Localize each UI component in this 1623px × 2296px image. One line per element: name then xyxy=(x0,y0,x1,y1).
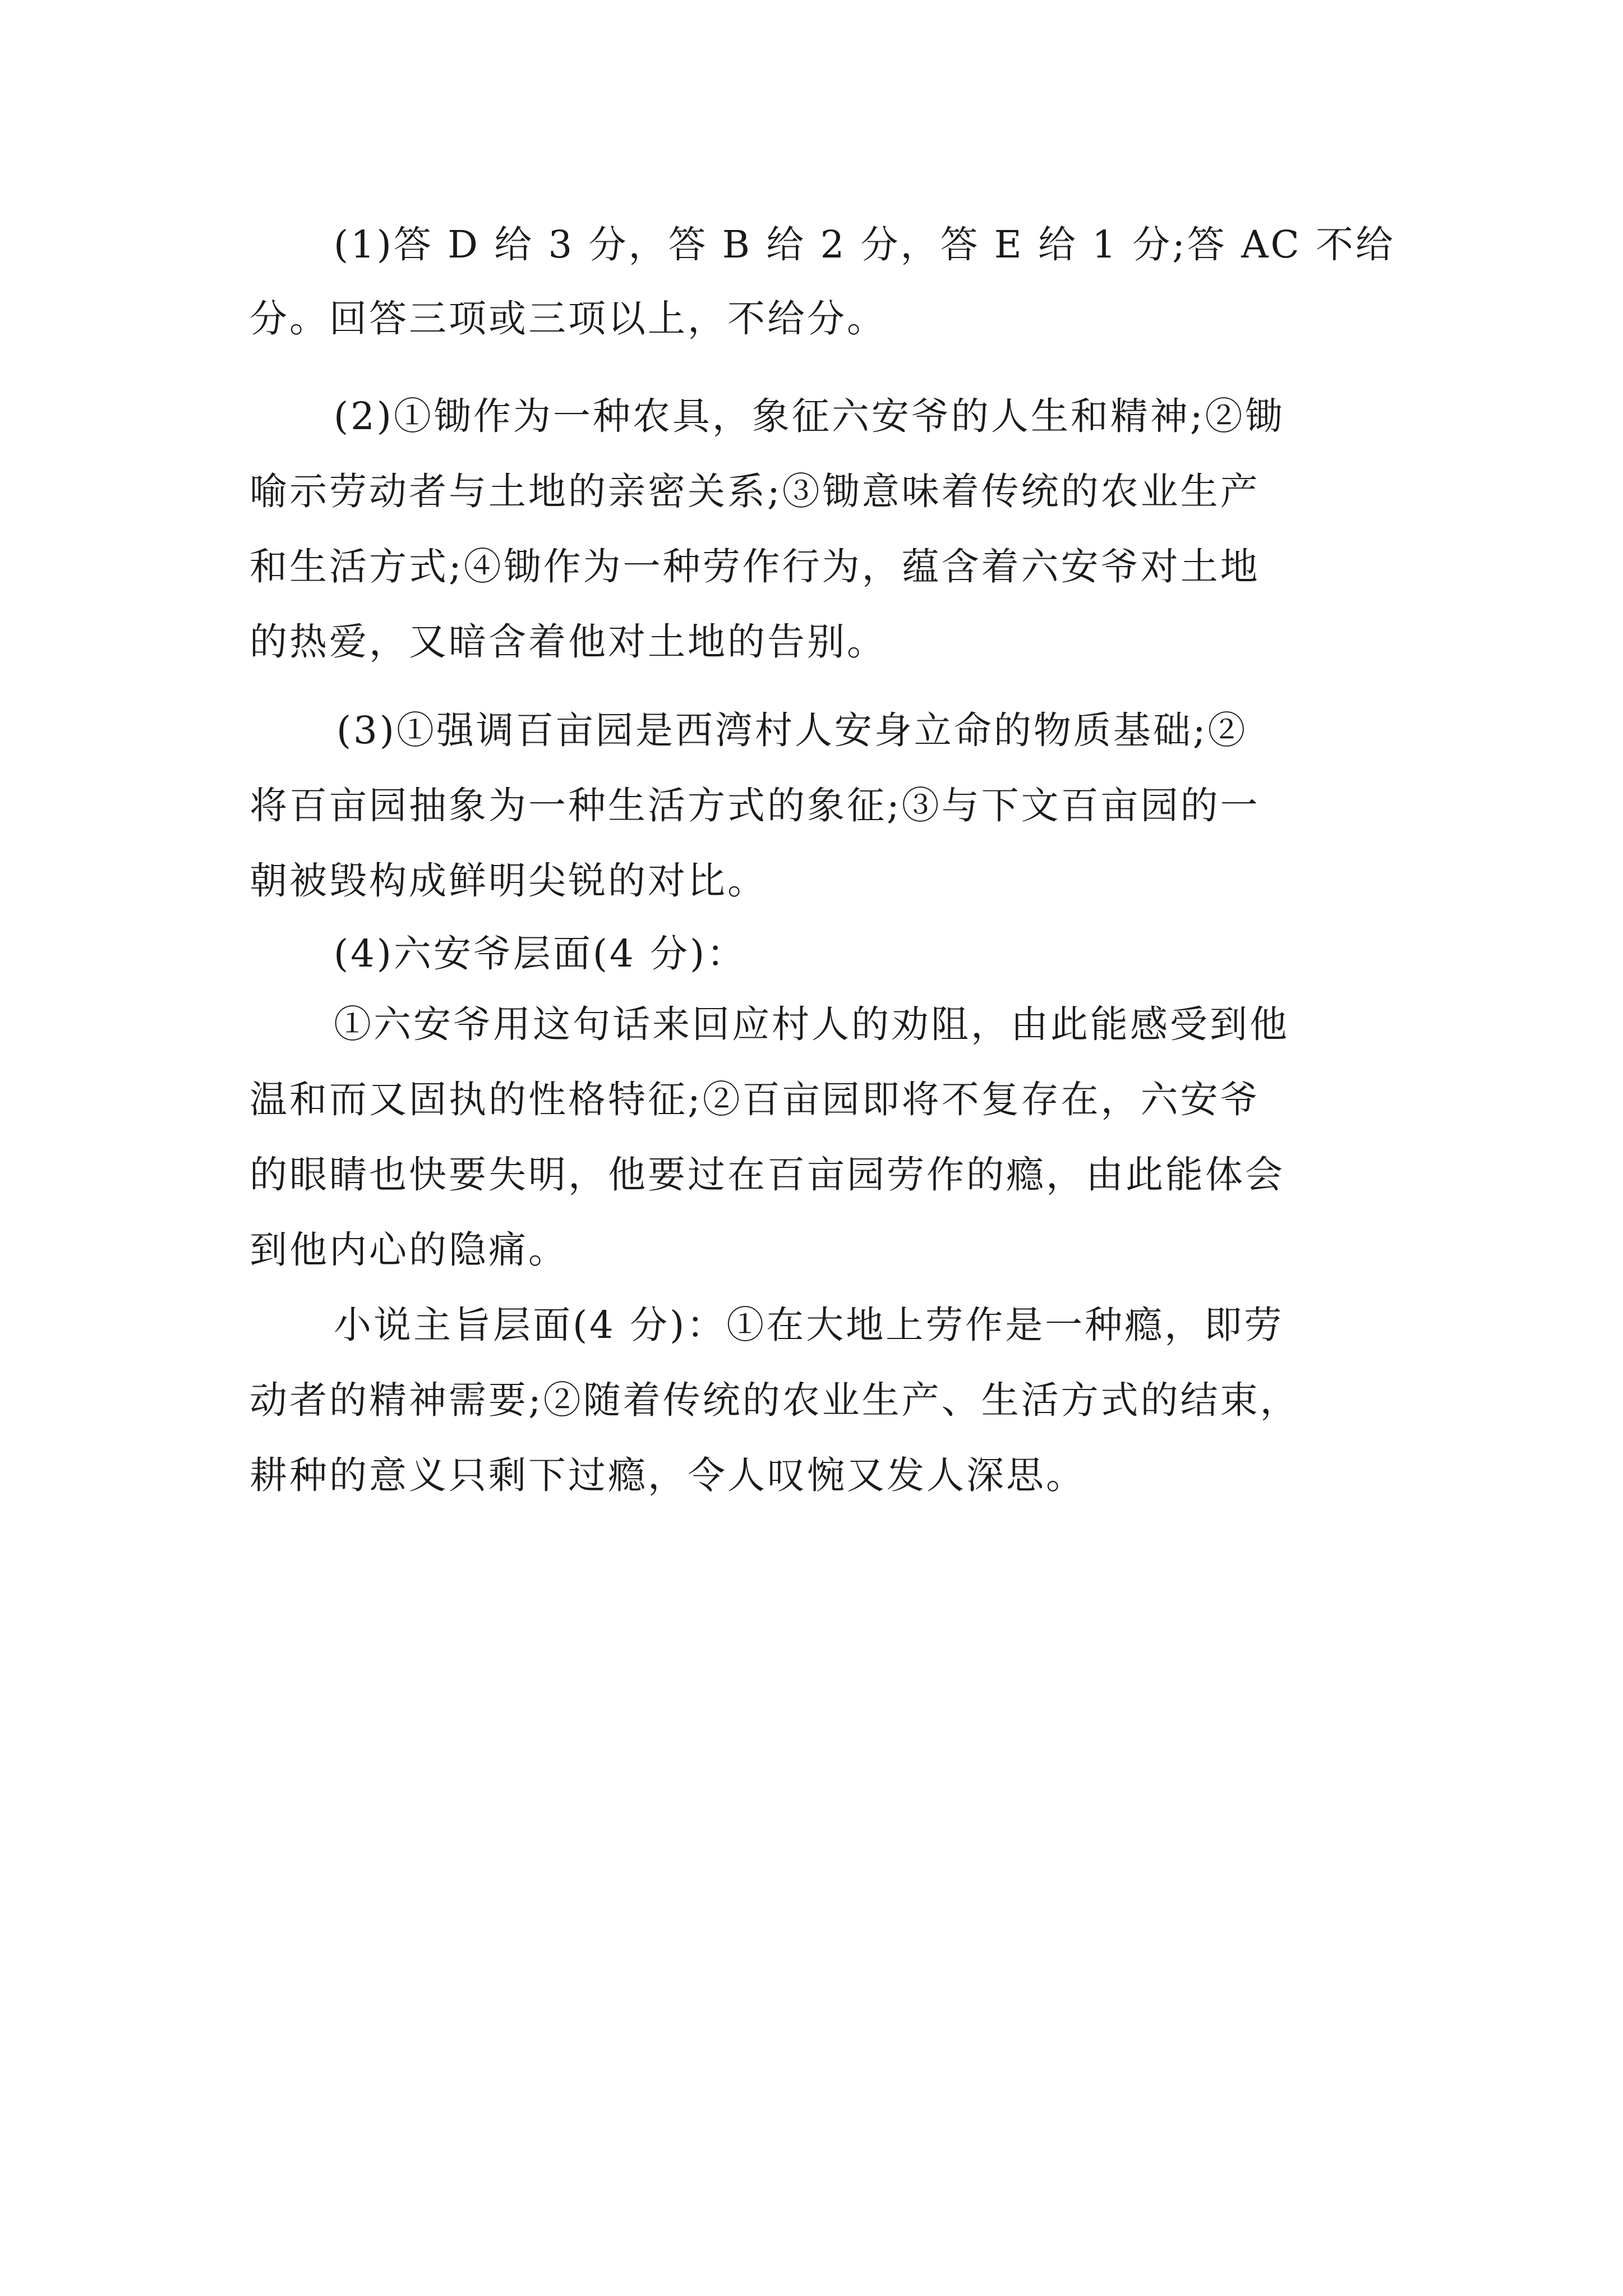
text-line: 和生活方式;④锄作为一种劳作行为，蕴含着六安爷对土地 xyxy=(250,545,1260,588)
text-line: 到他内心的隐痛。 xyxy=(250,1228,568,1272)
text-line: 耕种的意义只剩下过瘾，令人叹惋又发人深思。 xyxy=(250,1453,1086,1497)
text-line: 的热爱，又暗含着他对土地的告别。 xyxy=(250,620,887,664)
text-line: 分。回答三项或三项以上，不给分。 xyxy=(250,297,887,341)
text-line: 的眼睛也快要失明，他要过在百亩园劳作的瘾，由此能体会 xyxy=(250,1153,1285,1197)
text-line: ①六安爷用这句话来回应村人的劝阻，由此能感受到他 xyxy=(334,1002,1289,1046)
text-line: (2)①锄作为一种农具，象征六安爷的人生和精神;②锄 xyxy=(334,394,1285,438)
text-line: 喻示劳动者与土地的亲密关系;③锄意味着传统的农业生产 xyxy=(250,470,1260,513)
text-line: 将百亩园抽象为一种生活方式的象征;③与下文百亩园的一 xyxy=(250,784,1260,827)
text-line: 小说主旨层面(4 分)：①在大地上劳作是一种瘾，即劳 xyxy=(334,1303,1284,1347)
text-line: (4)六安爷层面(4 分)： xyxy=(334,932,747,976)
text-line: (3)①强调百亩园是西湾村人安身立命的物质基础;② xyxy=(336,708,1248,752)
text-line: 动者的精神需要;②随着传统的农业生产、生活方式的结束， xyxy=(250,1378,1300,1422)
text-line: 朝被毁构成鲜明尖锐的对比。 xyxy=(250,859,767,903)
text-line: 温和而又固执的性格特征;②百亩园即将不复存在，六安爷 xyxy=(250,1078,1260,1121)
text-line: (1)答 D 给 3 分，答 B 给 2 分，答 E 给 1 分;答 AC 不给 xyxy=(334,223,1396,266)
